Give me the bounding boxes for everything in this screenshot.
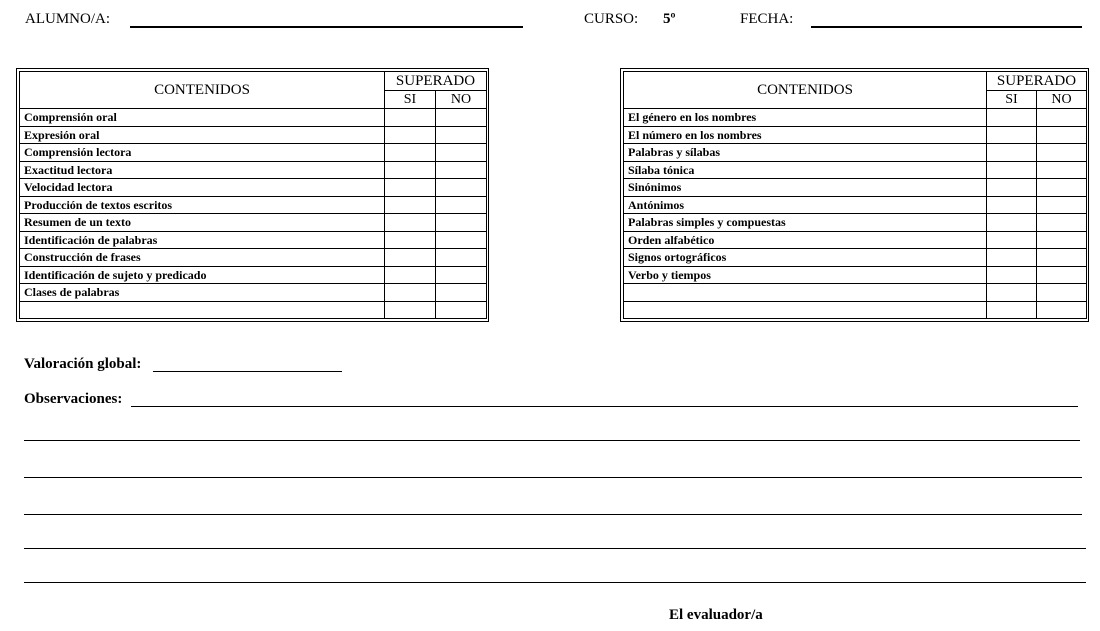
valoracion-label: Valoración global: <box>24 356 142 372</box>
valoracion-field[interactable] <box>153 371 342 372</box>
contenidos-header: CONTENIDOS <box>624 72 987 109</box>
content-item-label: Expresión oral <box>20 126 385 144</box>
content-item-label: Construcción de frases <box>20 249 385 267</box>
si-checkbox-cell[interactable] <box>987 249 1037 267</box>
no-checkbox-cell[interactable] <box>1037 196 1087 214</box>
content-item-label: Palabras simples y compuestas <box>624 214 987 232</box>
no-header: NO <box>1037 91 1087 109</box>
no-checkbox-cell[interactable] <box>1037 126 1087 144</box>
no-checkbox-cell[interactable] <box>1037 161 1087 179</box>
table-row <box>624 126 1087 144</box>
table-row <box>20 231 487 249</box>
si-checkbox-cell[interactable] <box>385 284 436 302</box>
content-item-label: Orden alfabético <box>624 231 987 249</box>
content-item-label: Resumen de un texto <box>20 214 385 232</box>
table-row <box>624 109 1087 127</box>
table-row <box>624 161 1087 179</box>
si-checkbox-cell[interactable] <box>987 284 1037 302</box>
si-checkbox-cell[interactable] <box>987 126 1037 144</box>
no-checkbox-cell[interactable] <box>436 179 487 197</box>
no-checkbox-cell[interactable] <box>1037 249 1087 267</box>
si-checkbox-cell[interactable] <box>987 214 1037 232</box>
table-row <box>20 266 487 284</box>
table-row <box>20 179 487 197</box>
right-contents-table <box>620 68 1089 322</box>
table-row <box>624 301 1087 319</box>
si-checkbox-cell[interactable] <box>385 249 436 267</box>
evaluador-label: El evaluador/a <box>669 607 763 623</box>
si-checkbox-cell[interactable] <box>385 109 436 127</box>
table-row <box>20 109 487 127</box>
no-checkbox-cell[interactable] <box>436 126 487 144</box>
curso-value: 5º <box>663 11 676 27</box>
si-checkbox-cell[interactable] <box>385 126 436 144</box>
content-item-label: Identificación de sujeto y predicado <box>20 266 385 284</box>
si-header: SI <box>385 91 436 109</box>
si-header: SI <box>987 91 1037 109</box>
content-item-label: Sílaba tónica <box>624 161 987 179</box>
content-item-label <box>20 301 385 319</box>
table-row <box>20 196 487 214</box>
table-row <box>624 284 1087 302</box>
content-item-label <box>624 301 987 319</box>
table-row <box>624 266 1087 284</box>
content-item-label: Identificación de palabras <box>20 231 385 249</box>
table-row <box>624 249 1087 267</box>
content-item-label: Comprensión oral <box>20 109 385 127</box>
content-item-label: Verbo y tiempos <box>624 266 987 284</box>
si-checkbox-cell[interactable] <box>385 179 436 197</box>
left-table-body <box>20 109 487 319</box>
si-checkbox-cell[interactable] <box>987 266 1037 284</box>
left-contents-table <box>16 68 489 322</box>
table-row <box>624 196 1087 214</box>
content-item-label: Palabras y sílabas <box>624 144 987 162</box>
no-checkbox-cell[interactable] <box>1037 266 1087 284</box>
table-row <box>20 301 487 319</box>
observaciones-line[interactable] <box>131 406 1078 407</box>
table-row <box>624 179 1087 197</box>
table-row <box>624 231 1087 249</box>
observaciones-line[interactable] <box>24 582 1086 583</box>
no-checkbox-cell[interactable] <box>1037 109 1087 127</box>
table-row <box>20 249 487 267</box>
contenidos-header: CONTENIDOS <box>20 72 385 109</box>
no-checkbox-cell[interactable] <box>1037 179 1087 197</box>
si-checkbox-cell[interactable] <box>987 161 1037 179</box>
table-row <box>624 214 1087 232</box>
alumno-label: ALUMNO/A: <box>25 11 110 27</box>
fecha-label: FECHA: <box>740 11 794 27</box>
content-item-label: Velocidad lectora <box>20 179 385 197</box>
no-checkbox-cell[interactable] <box>1037 214 1087 232</box>
table-row <box>624 144 1087 162</box>
content-item-label <box>624 284 987 302</box>
fecha-field[interactable] <box>811 26 1082 28</box>
no-checkbox-cell[interactable] <box>436 144 487 162</box>
content-item-label: Clases de palabras <box>20 284 385 302</box>
no-checkbox-cell[interactable] <box>436 109 487 127</box>
curso-label: CURSO: <box>584 11 639 27</box>
alumno-field[interactable] <box>130 26 523 28</box>
no-checkbox-cell[interactable] <box>436 231 487 249</box>
no-header: NO <box>436 91 487 109</box>
si-checkbox-cell[interactable] <box>385 144 436 162</box>
si-checkbox-cell[interactable] <box>385 214 436 232</box>
content-item-label: El número en los nombres <box>624 126 987 144</box>
content-item-label: Comprensión lectora <box>20 144 385 162</box>
observaciones-line[interactable] <box>24 514 1082 515</box>
si-checkbox-cell[interactable] <box>987 144 1037 162</box>
no-checkbox-cell[interactable] <box>436 161 487 179</box>
table-row <box>20 144 487 162</box>
si-checkbox-cell[interactable] <box>987 301 1037 319</box>
no-checkbox-cell[interactable] <box>436 301 487 319</box>
table-row <box>20 214 487 232</box>
si-checkbox-cell[interactable] <box>385 161 436 179</box>
observaciones-line[interactable] <box>24 477 1082 478</box>
table-row <box>20 284 487 302</box>
si-checkbox-cell[interactable] <box>385 231 436 249</box>
no-checkbox-cell[interactable] <box>436 284 487 302</box>
no-checkbox-cell[interactable] <box>436 196 487 214</box>
si-checkbox-cell[interactable] <box>385 196 436 214</box>
content-item-label: Exactitud lectora <box>20 161 385 179</box>
no-checkbox-cell[interactable] <box>1037 284 1087 302</box>
content-item-label: Signos ortográficos <box>624 249 987 267</box>
superado-header: SUPERADO <box>385 72 487 91</box>
content-item-label: Antónimos <box>624 196 987 214</box>
no-checkbox-cell[interactable] <box>436 249 487 267</box>
no-checkbox-cell[interactable] <box>436 266 487 284</box>
si-checkbox-cell[interactable] <box>987 231 1037 249</box>
right-table-body <box>624 109 1087 319</box>
no-checkbox-cell[interactable] <box>436 214 487 232</box>
observaciones-label: Observaciones: <box>24 391 123 407</box>
table-row <box>20 126 487 144</box>
no-checkbox-cell[interactable] <box>1037 301 1087 319</box>
si-checkbox-cell[interactable] <box>385 301 436 319</box>
si-checkbox-cell[interactable] <box>385 266 436 284</box>
si-checkbox-cell[interactable] <box>987 196 1037 214</box>
si-checkbox-cell[interactable] <box>987 179 1037 197</box>
content-item-label: Producción de textos escritos <box>20 196 385 214</box>
no-checkbox-cell[interactable] <box>1037 231 1087 249</box>
observaciones-line[interactable] <box>24 440 1080 441</box>
observaciones-line[interactable] <box>24 548 1086 549</box>
table-row <box>20 161 487 179</box>
superado-header: SUPERADO <box>987 72 1087 91</box>
no-checkbox-cell[interactable] <box>1037 144 1087 162</box>
si-checkbox-cell[interactable] <box>987 109 1037 127</box>
content-item-label: Sinónimos <box>624 179 987 197</box>
content-item-label: El género en los nombres <box>624 109 987 127</box>
